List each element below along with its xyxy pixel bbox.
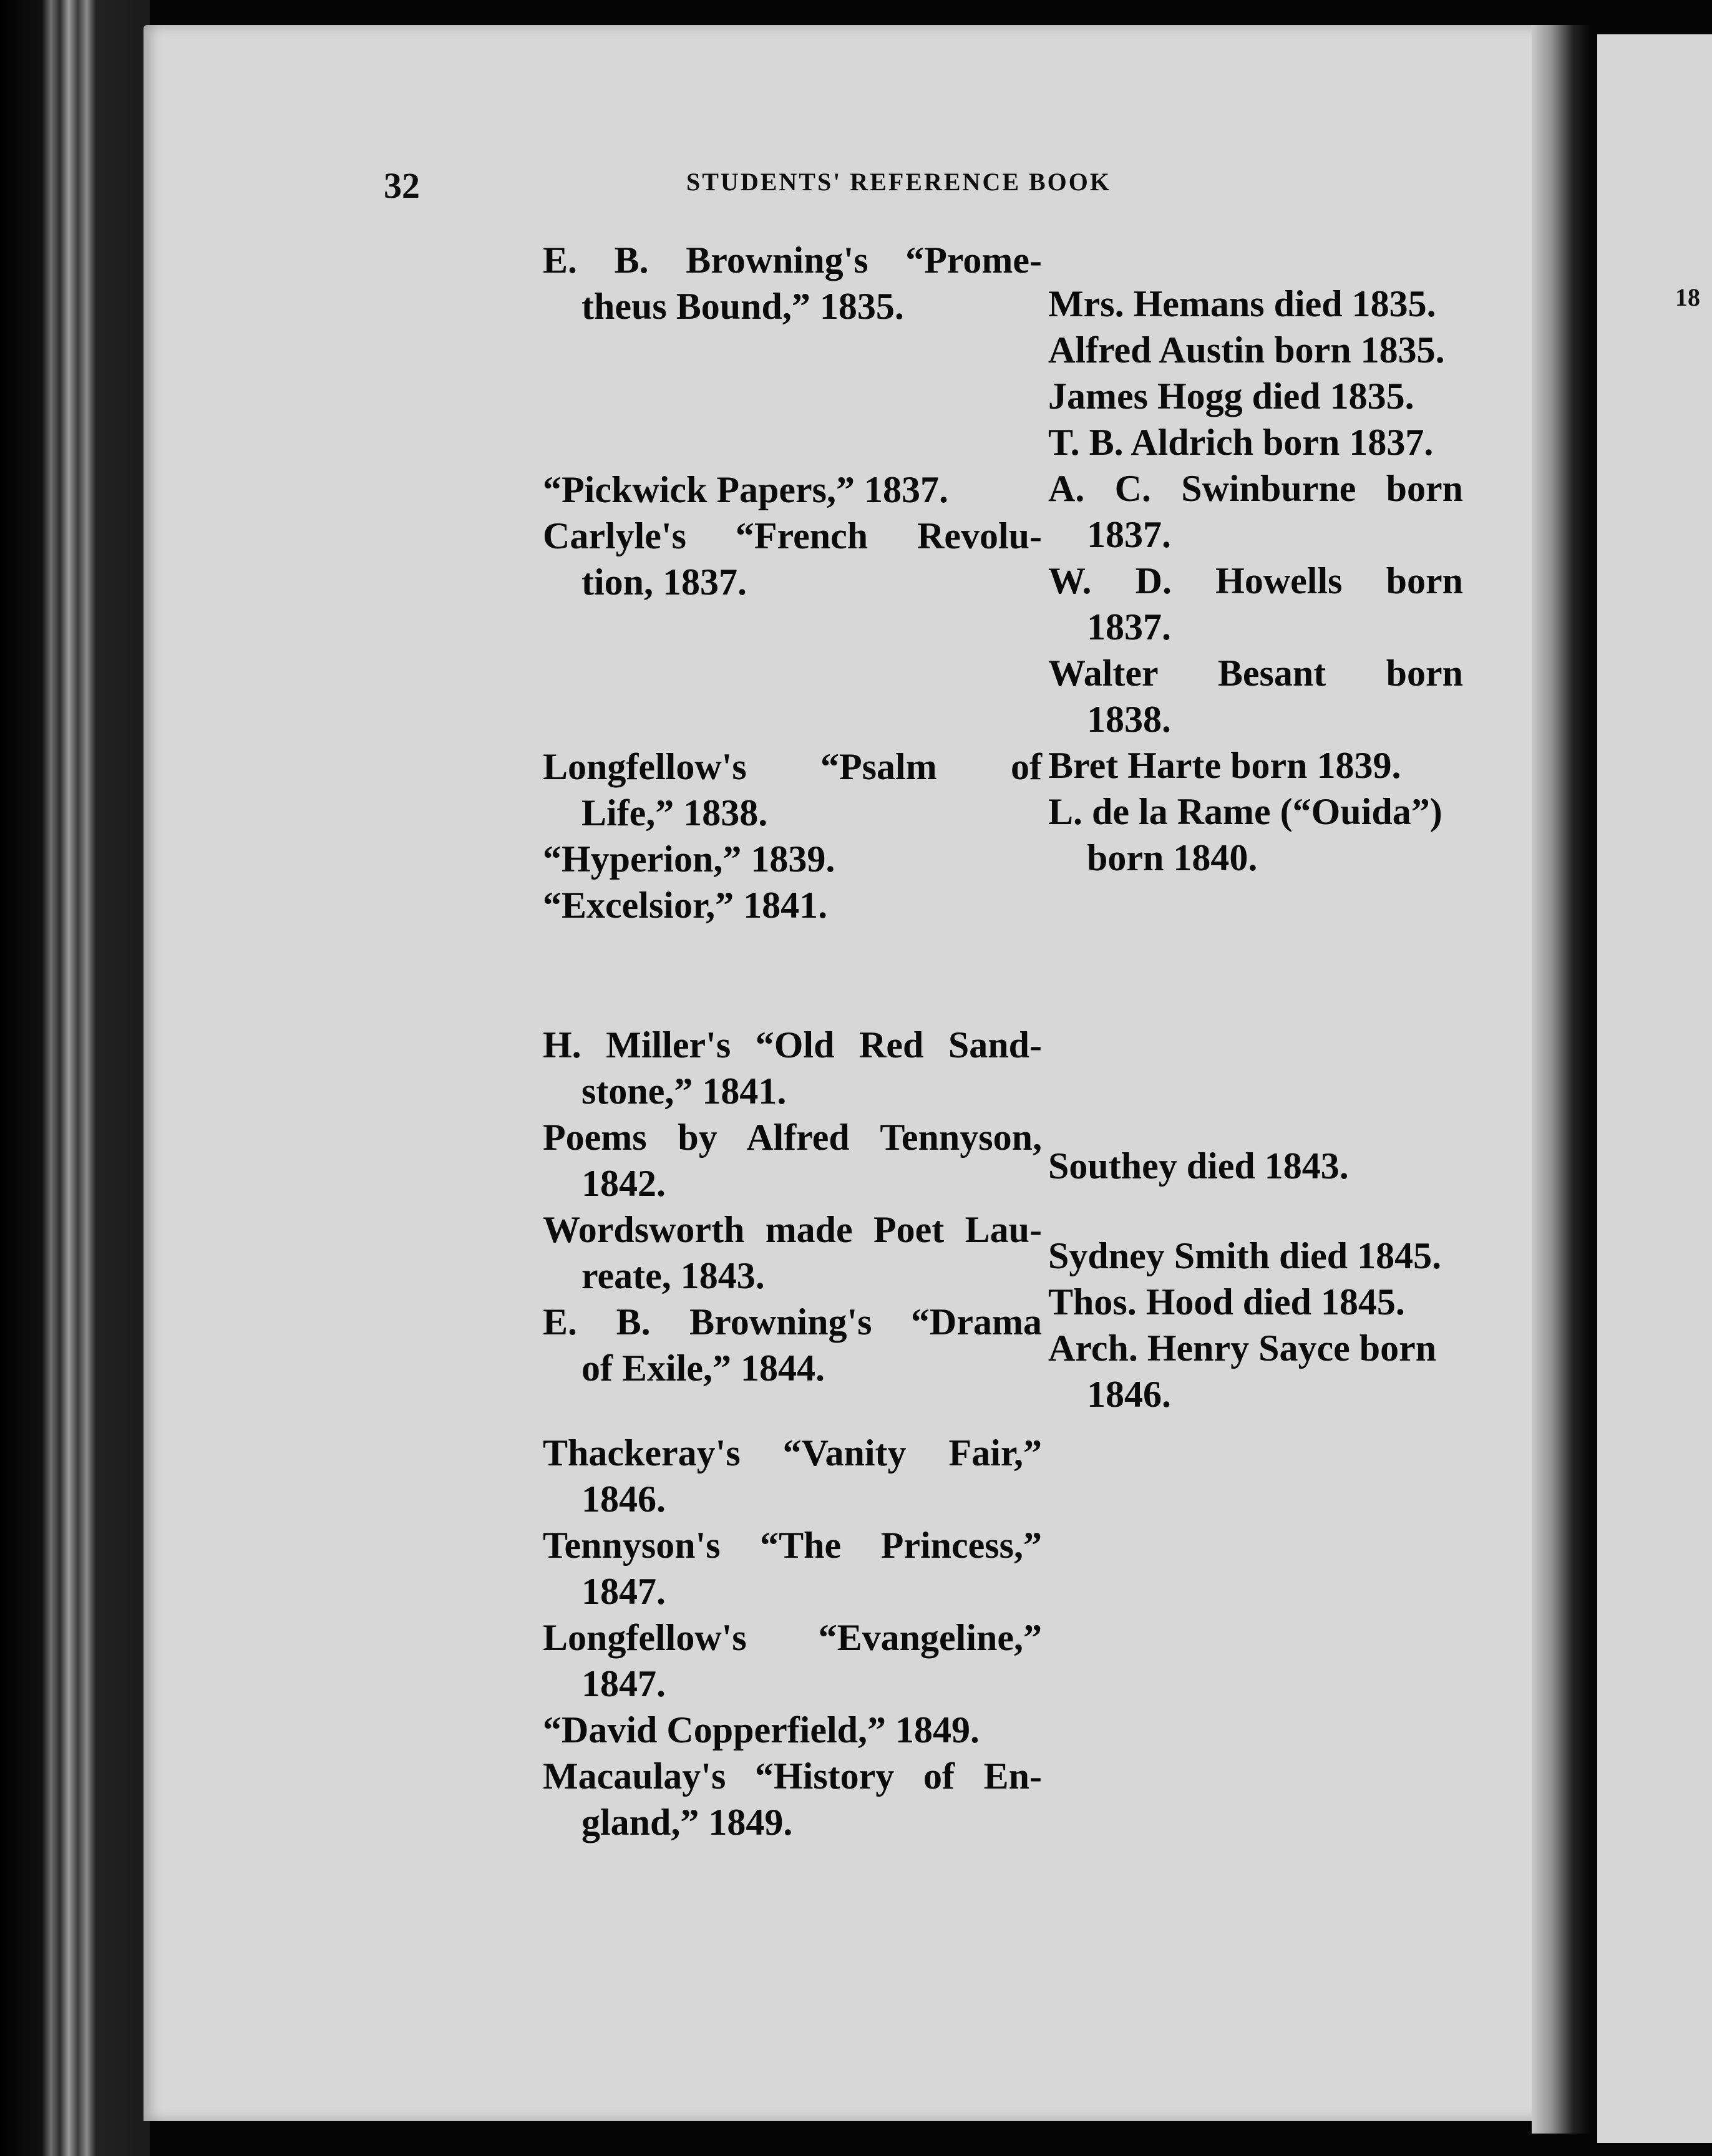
entry-line: 1847. [581,1663,666,1704]
entry-line: Arch. Henry Sayce born [1048,1328,1437,1369]
entry-line: theus Bound,” 1835. [581,286,904,327]
entry-line: Bret Harte born 1839. [1048,745,1401,786]
entry-line: gland,” 1849. [581,1802,793,1843]
event-entry [1048,281,1463,327]
event-entry [1048,1233,1463,1279]
entry-line: Life,” 1838. [581,792,768,833]
entry-line: Poems by Alfred Tennyson, [543,1117,1042,1158]
entry-line: “David Copperfield,” 1849. [543,1709,980,1751]
entry-line: Sydney Smith died 1845. [1048,1235,1442,1276]
entry-line: 1847. [581,1571,666,1612]
event-entry [1048,419,1463,465]
entry-line: “Pickwick Papers,” 1837. [543,469,948,510]
entry-line: A. C. Swinburne born [1048,468,1463,509]
book-spine [0,0,150,2156]
event-entry [1048,373,1463,419]
entry-line: W. D. Howells born [1048,560,1463,601]
event-entry [1048,1325,1463,1417]
entry-line: 1846. [581,1479,666,1520]
left-column-works [543,237,1042,1845]
entry-line: 1837. [1087,606,1171,648]
entry-line: Tennyson's “The Princess,” [543,1525,1042,1566]
page-number: 32 [384,165,420,206]
entry-line: 1837. [1087,514,1171,555]
facing-page-edge [1597,34,1712,2143]
event-entry [1048,465,1463,558]
entry-line: 1846. [1087,1374,1171,1415]
work-entry [543,1114,1042,1207]
work-entry [543,1615,1042,1707]
entry-line: Mrs. Hemans died 1835. [1048,283,1436,324]
event-entry [1048,789,1463,881]
event-entry [1048,327,1463,373]
page-gutter [1532,25,1591,2134]
work-entry [543,1022,1042,1114]
entry-line: T. B. Aldrich born 1837. [1048,422,1434,463]
entry-line: L. de la Rame (“Ouida”) [1048,791,1442,832]
work-entry [543,513,1042,605]
entry-line: 1838. [1087,699,1171,740]
work-entry [543,1707,1042,1753]
work-entry [543,1753,1042,1845]
event-entry [1048,1143,1463,1189]
entry-line: Wordsworth made Poet Lau- [543,1209,1042,1250]
event-entry [1048,650,1463,742]
entry-line: stone,” 1841. [581,1071,787,1112]
facing-page-number-fragment: 18 [1675,283,1700,311]
work-entry [543,467,1042,513]
right-column-events [1048,281,1463,1417]
entry-line: born 1840. [1087,837,1258,878]
work-entry [543,237,1042,329]
entry-line: Longfellow's “Evangeline,” [543,1617,1042,1658]
entry-line: “Excelsior,” 1841. [543,885,828,926]
event-entry [1048,558,1463,650]
entry-line: James Hogg died 1835. [1048,376,1414,417]
work-entry [543,836,1042,882]
work-entry [543,1207,1042,1299]
entry-line: “Hyperion,” 1839. [543,838,835,880]
event-entry [1048,1279,1463,1325]
entry-line: Walter Besant born [1048,653,1463,694]
entry-line: Thackeray's “Vanity Fair,” [543,1432,1042,1474]
work-entry [543,882,1042,928]
entry-line: Macaulay's “History of En- [543,1755,1042,1797]
entry-line: E. B. Browning's “Drama [543,1301,1042,1343]
work-entry [543,1299,1042,1391]
work-entry [543,1522,1042,1615]
event-entry [1048,742,1463,789]
entry-line: of Exile,” 1844. [581,1348,825,1389]
entry-line: Longfellow's “Psalm of [543,746,1042,787]
entry-line: Carlyle's “French Revolu- [543,515,1042,556]
work-entry [543,1430,1042,1522]
entry-line: Alfred Austin born 1835. [1048,329,1445,371]
running-header-title: STUDENTS' REFERENCE BOOK [686,168,1112,196]
work-entry [543,744,1042,836]
entry-line: 1842. [581,1163,666,1204]
entry-line: tion, 1837. [581,561,747,603]
entry-line: reate, 1843. [581,1255,765,1296]
entry-line: H. Miller's “Old Red Sand- [543,1024,1042,1066]
entry-line: Thos. Hood died 1845. [1048,1281,1405,1323]
entry-line: E. B. Browning's “Prome- [543,240,1042,281]
entry-line: Southey died 1843. [1048,1145,1349,1187]
